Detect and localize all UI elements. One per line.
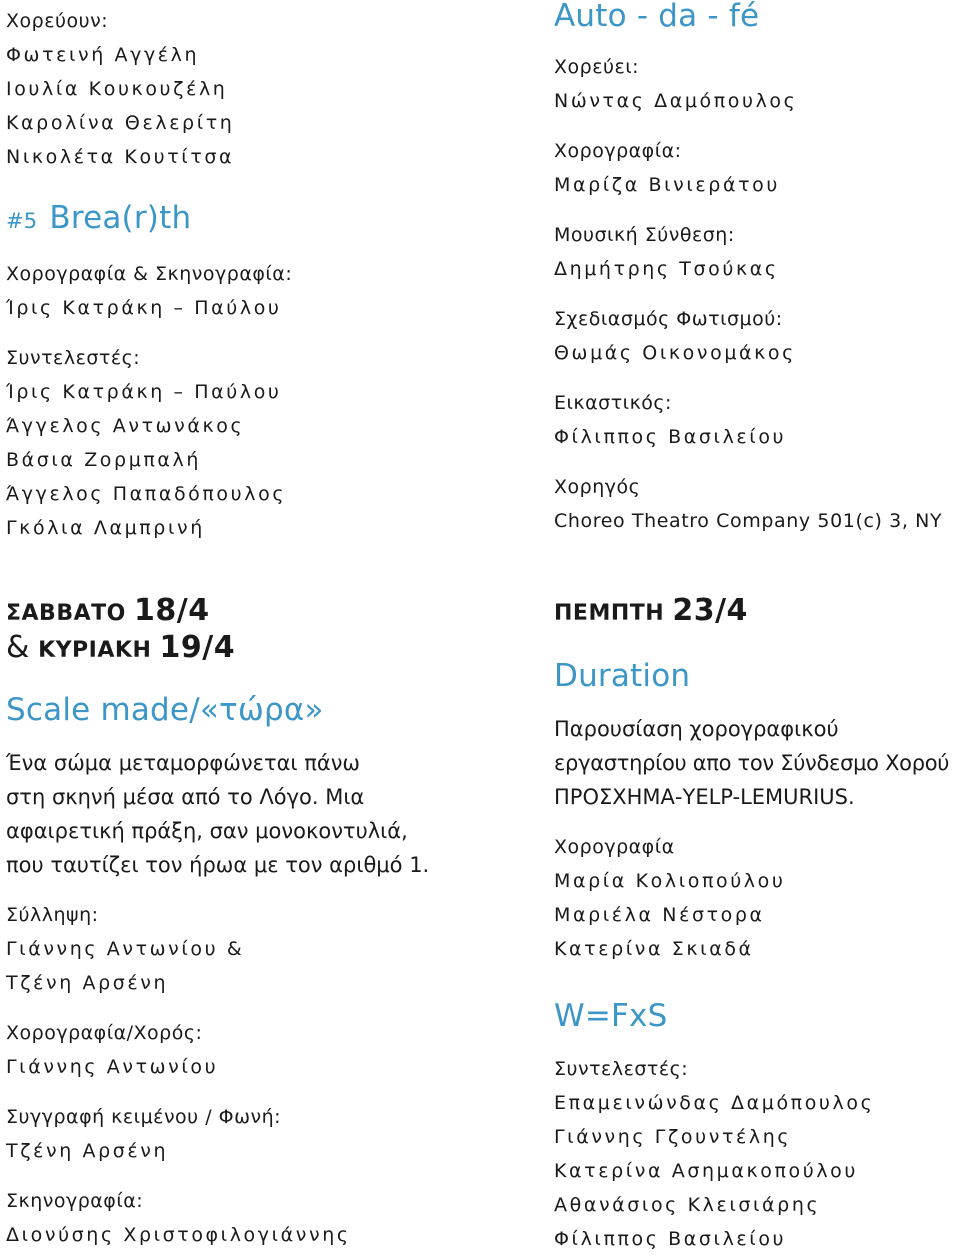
description [6,746,429,882]
credit-name: Άγγελος Παπαδόπουλος [6,483,287,505]
scale-block [6,690,429,1252]
date-block [6,594,235,668]
set-name: Διονύσης Χριστοφιλογιάννης [6,1224,351,1246]
choreo-label: Χορογραφία & Σκηνογραφία: [6,263,293,285]
music-name: Δημήτρης Τσούκας [554,258,779,280]
concept-label: Σύλληψη: [6,904,99,926]
ampersand: & [6,630,30,665]
date-line [554,594,748,631]
date-line-2 [6,631,235,668]
dance-name: Γιάννης Αντωνίου [6,1056,219,1078]
credit-name: Επαμεινώνδας Δαμόπουλος [554,1092,875,1114]
light-label: Σχεδιασμός Φωτισμού: [554,308,783,330]
concept-name: Γιάννης Αντωνίου & [6,938,245,960]
credit-name: Βάσια Ζορμπαλή [6,449,202,471]
date-value: 23/4 [672,593,748,628]
description-line: που ταυτίζει τον ήρωα με τον αριθμό 1. [6,853,430,877]
credit-name: Άγγελος Αντωνάκος [6,415,245,437]
choreo-label: Χορογραφία [554,836,675,858]
piece-title-text: Brea(r)th [49,200,192,236]
sponsor-name: Choreo Theatro Company 501(c) 3, NY [554,510,943,532]
text-name: Τζένη Αρσένη [6,1140,169,1162]
date-value: 19/4 [159,630,236,665]
visual-name: Φίλιππος Βασιλείου [554,426,787,448]
date-block [554,594,748,631]
text-label: Συγγραφή κειμένου / Φωνή: [6,1106,282,1128]
credits-label: Συντελεστές: [554,1058,689,1080]
description-line: ΠΡΟΣΧΗΜΑ-YELP-LEMURIUS. [554,785,855,809]
choreo-name: Μαρία Κολιοπούλου [554,870,786,892]
dancer-name: Φωτεινή Αγγέλη [6,44,200,66]
dancer-name: Καρολίνα Θελερίτη [6,112,235,134]
music-label: Μουσική Σύνθεση: [554,224,735,246]
piece-title: Duration [554,658,691,694]
description-line: εργαστηρίου απο τον Σύνδεσμο Χορού [554,751,950,775]
credits-label: Συντελεστές: [6,347,141,369]
description-line: Ένα σώμα μεταμορφώνεται πάνω [6,751,361,775]
dancer-name: Νικολέτα Κουτίτσα [6,146,235,168]
dance-label: Χορογραφία/Χορός: [6,1022,203,1044]
dancer-name: Ιουλία Κουκουζέλη [6,78,228,100]
date-value: 18/4 [134,593,210,628]
set-label: Σκηνογραφία: [6,1190,144,1212]
piece-number: #5 [6,209,38,233]
credit-name: Ίρις Κατράκη – Παύλου [6,381,282,403]
credit-name: Γκόλια Λαμπρινή [6,517,205,539]
description-line: αφαιρετική πράξη, σαν μονοκοντυλιά, [6,819,408,843]
piece-title: W=FxS [554,998,668,1034]
choreo-name: Μαρίζα Βινιεράτου [554,174,780,196]
day-label: ΣΑΒΒΑΤΟ [6,601,126,626]
date-line-1 [6,594,235,631]
visual-label: Εικαστικός: [554,392,672,414]
day-label: ΚΥΡΙΑΚΗ [38,638,152,663]
choreo-name: Κατερίνα Σκιαδά [554,938,754,960]
duration-block [554,656,949,966]
dancer-name: Νώντας Δαμόπουλος [554,90,798,112]
choreo-label: Χορογραφία: [554,140,682,162]
piece-title: Auto - da - fé [554,0,760,34]
sponsor-label: Χορηγός [554,476,641,498]
wfxs-block [554,996,874,1256]
light-name: Θωμάς Οικονομάκος [554,342,796,364]
credit-name: Κατερίνα Ασημακοπούλου [554,1160,858,1182]
dancers-label: Χορεύουν: [6,10,109,32]
top-dancers-block [6,4,234,174]
choreo-name: Μαριέλα Νέστορα [554,904,765,926]
credit-name: Γιάννης Γζουντέλης [554,1126,792,1148]
credit-name: Αθανάσιος Κλεισιάρης [554,1194,821,1216]
description-line: στη σκηνή μέσα από το Λόγο. Μια [6,785,365,809]
choreo-name: Ίρις Κατράκη – Παύλου [6,297,282,319]
concept-name: Τζένη Αρσένη [6,972,169,994]
credit-name: Φίλιππος Βασιλείου [554,1228,787,1250]
breath-block [6,198,292,545]
piece-title: Scale made/«τώρα» [6,692,324,728]
description-line: Παρουσίαση χορογραφικού [554,717,839,741]
day-label: ΠΕΜΠΤΗ [554,601,665,626]
description [554,712,949,814]
dancer-label: Χορεύει: [554,56,640,78]
piece-title [6,198,292,241]
autodafe-block [554,0,942,538]
